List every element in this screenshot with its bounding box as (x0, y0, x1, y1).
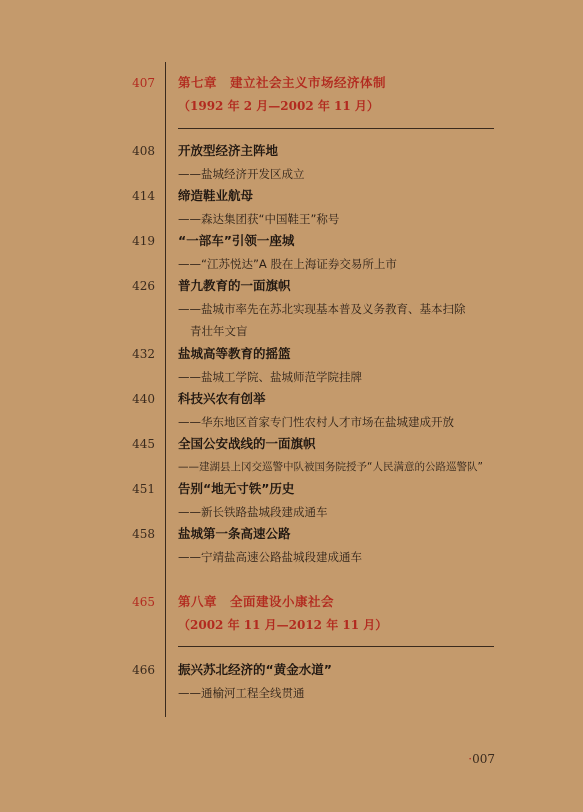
entry-title: 科技兴农有创举 (178, 391, 266, 406)
toc-entry-subtitle (0, 456, 583, 478)
chapter-dates-row (0, 95, 583, 117)
entry-page-number: 432 (132, 347, 155, 361)
chapter-page-number: 465 (132, 595, 155, 609)
toc-entry[interactable] (0, 388, 583, 410)
toc-entry-subtitle (0, 366, 583, 388)
entry-page-number: 440 (132, 392, 155, 406)
chapter-title[interactable]: 第七章 建立社会主义市场经济体制 (178, 75, 387, 90)
footer-dot: · (468, 752, 473, 766)
entry-page-number: 414 (132, 189, 155, 203)
toc-entry-subtitle (0, 253, 583, 275)
toc-entry-subtitle-continued (0, 320, 583, 342)
toc-entry-subtitle (0, 501, 583, 523)
entry-subtitle: ——华东地区首家专门性农村人才市场在盐城建成开放 (178, 415, 454, 429)
chapter-rule (178, 646, 494, 647)
toc-entry-subtitle (0, 163, 583, 185)
chapter-rule (178, 128, 494, 129)
entry-page-number: 419 (132, 234, 155, 248)
entry-title: 缔造鞋业航母 (178, 188, 254, 203)
chapter-dates: （2002 年 11 月—2012 年 11 月） (178, 618, 388, 632)
entry-subtitle: ——“江苏悦达”A 股在上海证券交易所上市 (178, 257, 397, 271)
footer-page-number: 007 (472, 752, 495, 766)
chapter-title[interactable]: 第八章 全面建设小康社会 (178, 594, 335, 609)
entry-title: 盐城第一条高速公路 (178, 526, 291, 541)
entry-subtitle: ——建湖县上冈交巡警中队被国务院授予“人民满意的公路巡警队” (178, 461, 483, 473)
toc-entry[interactable] (0, 478, 583, 500)
entry-page-number: 426 (132, 279, 155, 293)
entry-subtitle: ——盐城市率先在苏北实现基本普及义务教育、基本扫除 (178, 302, 466, 316)
chapter-heading (0, 72, 583, 94)
entry-page-number: 466 (132, 663, 155, 677)
entry-subtitle-continued: 青壮年文盲 (190, 324, 248, 338)
toc-entry[interactable] (0, 140, 583, 162)
entry-page-number: 451 (132, 482, 155, 496)
entry-subtitle: ——通榆河工程全线贯通 (178, 686, 305, 700)
chapter-heading (0, 591, 583, 613)
entry-title: 全国公安战线的一面旗帜 (178, 436, 316, 451)
toc-entry-subtitle (0, 546, 583, 568)
toc-entry[interactable] (0, 275, 583, 297)
toc-entry[interactable] (0, 433, 583, 455)
entry-subtitle: ——新长铁路盐城段建成通车 (178, 505, 328, 519)
chapter-dates-row (0, 614, 583, 636)
page-number-footer (468, 750, 495, 768)
entry-subtitle: ——森达集团获“中国鞋王”称号 (178, 212, 340, 226)
entry-subtitle: ——盐城工学院、盐城师范学院挂牌 (178, 370, 362, 384)
toc-entry-subtitle (0, 682, 583, 704)
toc-entry[interactable] (0, 659, 583, 681)
entry-title: “一部车”引领一座城 (178, 233, 295, 248)
toc-entry-subtitle (0, 411, 583, 433)
toc-entry-subtitle (0, 298, 583, 320)
chapter-page-number: 407 (132, 76, 155, 90)
entry-page-number: 408 (132, 144, 155, 158)
entry-title: 盐城高等教育的摇篮 (178, 346, 291, 361)
entry-title: 普九教育的一面旗帜 (178, 278, 291, 293)
toc-entry[interactable] (0, 343, 583, 365)
toc-entry-subtitle (0, 208, 583, 230)
entry-page-number: 458 (132, 527, 155, 541)
entry-subtitle: ——宁靖盐高速公路盐城段建成通车 (178, 550, 362, 564)
entry-title: 开放型经济主阵地 (178, 143, 279, 158)
entry-title: 振兴苏北经济的“黄金水道” (178, 662, 332, 677)
toc-entry[interactable] (0, 523, 583, 545)
entry-page-number: 445 (132, 437, 155, 451)
chapter-dates: （1992 年 2 月—2002 年 11 月） (178, 99, 379, 113)
toc-entry[interactable] (0, 230, 583, 252)
entry-title: 告别“地无寸铁”历史 (178, 481, 295, 496)
toc-entry[interactable] (0, 185, 583, 207)
entry-subtitle: ——盐城经济开发区成立 (178, 167, 305, 181)
